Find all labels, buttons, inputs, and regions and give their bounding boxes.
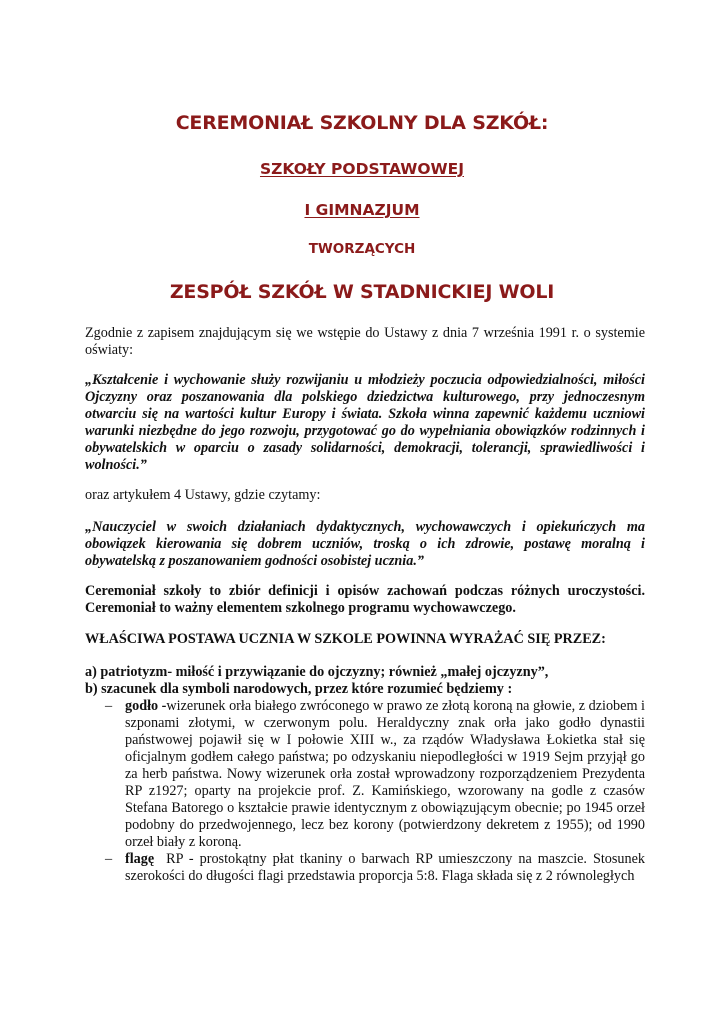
attitude-heading: WŁAŚCIWA POSTAWA UCZNIA W SZKOLE POWINNA WYRAŻAĆ SIĘ PRZEZ: — [85, 631, 606, 647]
attitude-points — [85, 664, 645, 698]
dash-bullet: – — [105, 698, 113, 714]
list-item-flag — [85, 851, 645, 885]
heading-primary-school: SZKOŁY PODSTAWOWEJ — [259, 160, 464, 178]
heading-forming: TWORZĄCYCH — [308, 241, 416, 257]
term-emblem: godło - — [125, 698, 167, 714]
term-flag: flagę — [125, 851, 155, 867]
dash-bullet: – — [105, 851, 113, 867]
quote-teacher-duty: „Nauczyciel w swoich działaniach dydaktycznych, wychowawczych i opiekuńczych ma obowiązek kierowania się dobrem uczniów, troską o ich zdrowie, postawę moralną i obywatelską z poszanowaniem godności osobistej ucznia.” — [85, 519, 645, 569]
intro-paragraph: Zgodnie z zapisem znajdującym się we wstępie do Ustawy z dnia 7 września 1991 r. o systemie oświaty: — [85, 325, 645, 358]
article-reference: oraz artykułem 4 Ustawy, gdzie czytamy: — [85, 487, 321, 503]
heading-middle-school: I GIMNAZJUM — [304, 201, 420, 219]
ceremonial-definition: Ceremoniał szkoły to zbiór definicji i opisów zachowań podczas różnych uroczystości. Ceremoniał to ważny elementem szkolnego programu wychowawczego. — [85, 583, 645, 616]
point-b-respect-symbols: b) szacunek dla symboli narodowych, przez które rozumieć będziemy : — [85, 681, 513, 697]
emblem-description: wizerunek orła białego zwróconego w prawo ze złotą koroną na głowie, z dziobem i szponami złotymi, w czerwonym polu. Heraldyczny znak orła jako godło dynastii państwowej pojawił się w I połowie XIII w., za rządów Władysława Łokietka stał się oficjalnym godłem całego państwa; po odzyskaniu niepodległości w 1919 Sejm przyjął go za herb państwa. Nowy wizerunek orła został wprowadzony rozporządzeniem Prezydenta RP z1927; oparty na projekcie prof. Z. Kamińskiego, wzorowany na godle z czasów Stefana Batorego o kształcie prawie identycznym z obowiązującym obecnie; po 1945 orzeł podobny do przedwojennego, lecz bez korony (potwierdzony dekretem z 1955); od 1990 orzeł biały z koroną. — [125, 698, 646, 850]
heading-school-complex: ZESPÓŁ SZKÓŁ W STADNICKIEJ WOLI — [169, 281, 555, 303]
national-symbols-list — [85, 698, 645, 885]
document-title: CEREMONIAŁ SZKOLNY DLA SZKÓŁ: — [175, 112, 549, 134]
flag-description: RP - prostokątny płat tkaniny o barwach RP umieszczony na maszcie. Stosunek szerokości do długości flagi przedstawia proporcja 5:8. Flaga składa się z 2 równoległych — [125, 851, 645, 884]
quote-education-act: „Kształcenie i wychowanie służy rozwijaniu u młodzieży poczucia odpowiedzialności, miłości Ojczyzny oraz poszanowania dla polskiego dziedzictwa kulturowego, przy jednoczesnym otwarciu się na wartości kultur Europy i świata. Szkoła winna zapewnić każdemu uczniowi warunki niezbędne do jego rozwoju, przygotować go do wypełniania obowiązków rodzinnych i obywatelskich w oparciu o zasady solidarności, demokracji, tolerancji, sprawiedliwości i wolności.” — [85, 372, 645, 473]
list-item-emblem — [85, 698, 645, 851]
point-a-patriotism: a) patriotyzm- miłość i przywiązanie do ojczyzny; również „małej ojczyzny”, — [85, 664, 549, 680]
